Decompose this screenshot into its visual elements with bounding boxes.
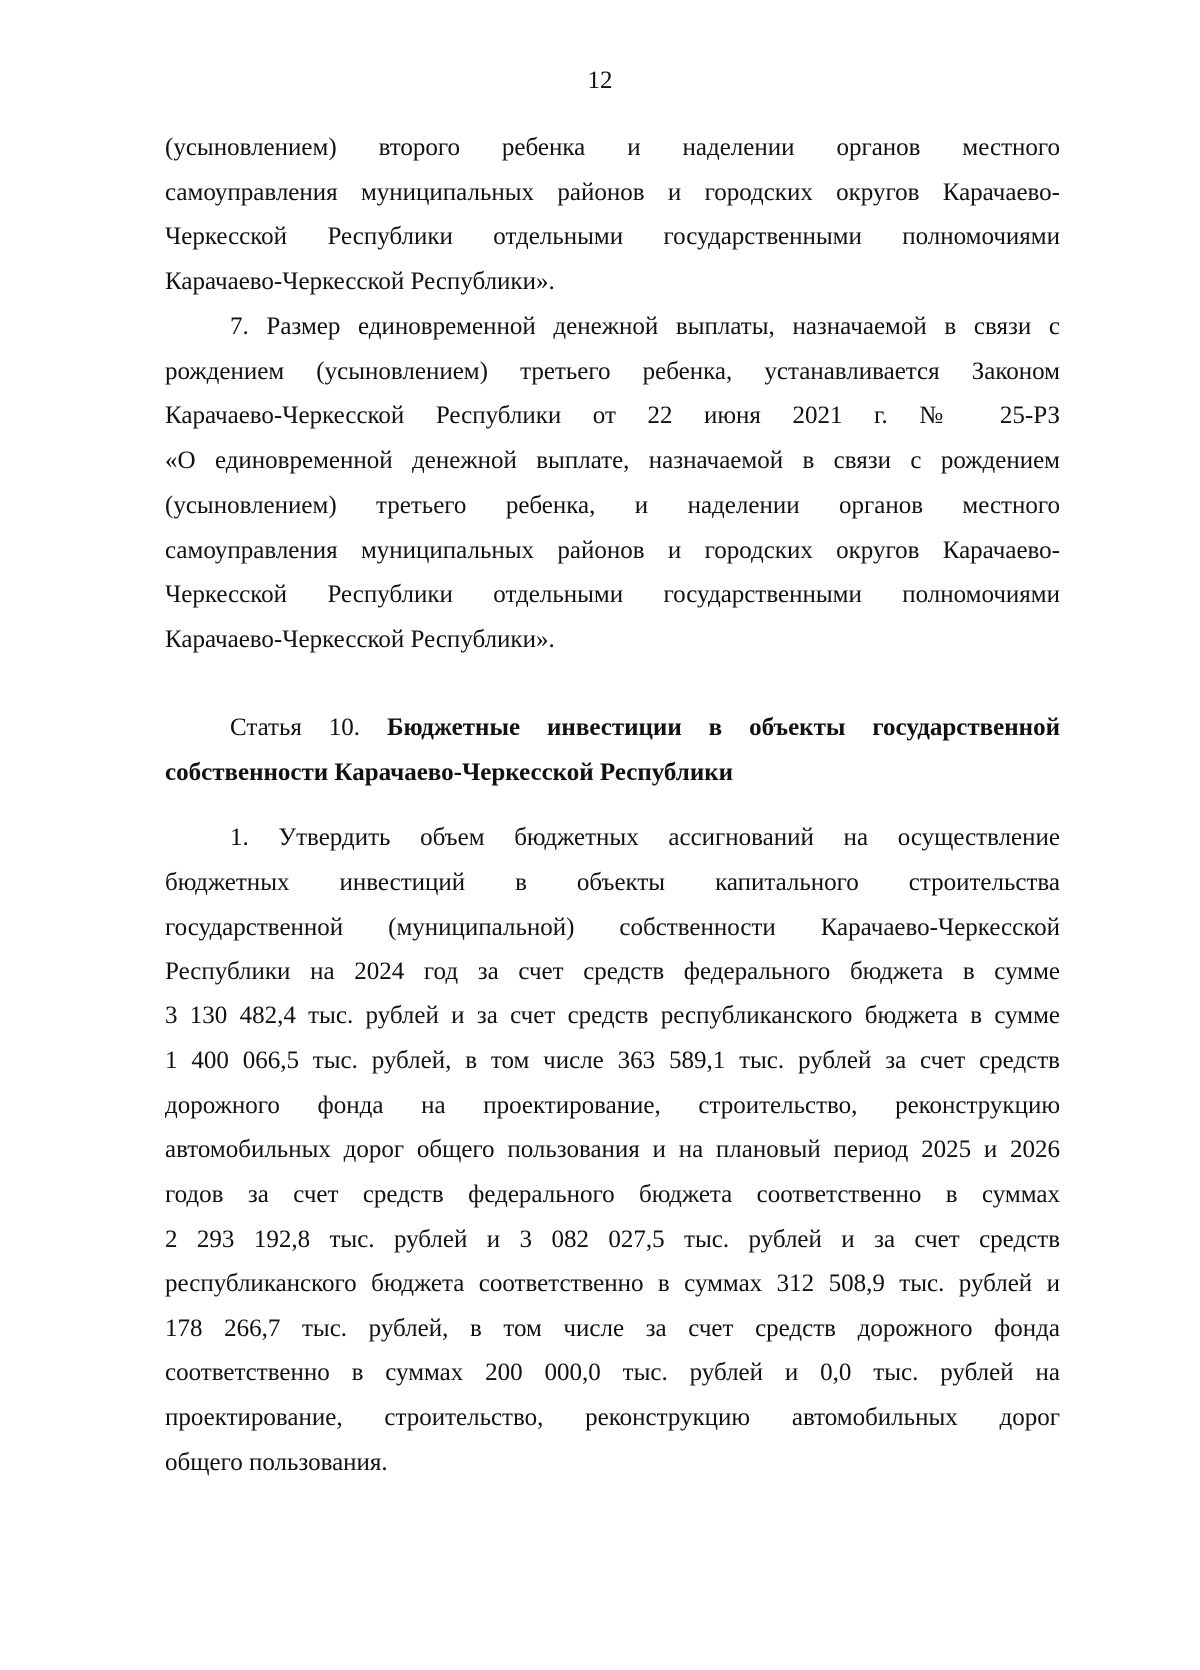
- text-line: Черкесской Республики отдельными государственными полномочиями: [165, 223, 1060, 250]
- text-line: соответственно в суммах 200 000,0 тыс. рублей и 0,0 тыс. рублей на: [165, 1359, 1060, 1386]
- text-line: самоуправления муниципальных районов и городских округов Карачаево-: [165, 537, 1060, 564]
- text-line: годов за счет средств федерального бюджета соответственно в суммах: [165, 1181, 1060, 1208]
- text-line: Республики на 2024 год за счет средств федерального бюджета в сумме: [165, 958, 1060, 985]
- text-line: дорожного фонда на проектирование, строительство, реконструкцию: [165, 1092, 1060, 1119]
- text-line: государственной (муниципальной) собственности Карачаево-Черкесской: [165, 914, 1060, 941]
- text-line: Карачаево-Черкесской Республики».: [165, 268, 555, 295]
- text-line: (усыновлением) второго ребенка и наделении органов местного: [165, 134, 1060, 161]
- text-line: 1 400 066,5 тыс. рублей, в том числе 363 589,1 тыс. рублей за счет средств: [165, 1047, 1060, 1074]
- text-line: 7. Размер единовременной денежной выплаты, назначаемой в связи с: [230, 313, 1060, 340]
- article-title: Бюджетные инвестиции в объекты государственной: [387, 714, 1060, 741]
- text-line: самоуправления муниципальных районов и городских округов Карачаево-: [165, 179, 1060, 206]
- text-line: проектирование, строительство, реконструкцию автомобильных дорог: [165, 1404, 1060, 1431]
- text-line: «О единовременной денежной выплате, назначаемой в связи с рождением: [165, 447, 1060, 474]
- text-line: Карачаево-Черкесской Республики».: [165, 626, 555, 653]
- page-number: 12: [587, 67, 613, 94]
- text-line: (усыновлением) третьего ребенка, и наделении органов местного: [165, 492, 1060, 519]
- text-line: рождением (усыновлением) третьего ребенка, устанавливается Законом: [165, 358, 1060, 385]
- text-line: 2 293 192,8 тыс. рублей и 3 082 027,5 тыс. рублей и за счет средств: [165, 1226, 1060, 1253]
- heading-line: собственности Карачаево-Черкесской Республики: [165, 759, 734, 786]
- text-line: общего пользования.: [165, 1449, 388, 1476]
- text-line: 1. Утвердить объем бюджетных ассигнований на осуществление: [230, 824, 1060, 851]
- article-number: Статья 10.: [230, 714, 361, 741]
- text-line: Черкесской Республики отдельными государственными полномочиями: [165, 581, 1060, 608]
- text-line: бюджетных инвестиций в объекты капитального строительства: [165, 869, 1060, 896]
- text-line: 178 266,7 тыс. рублей, в том числе за счет средств дорожного фонда: [165, 1315, 1060, 1342]
- text-line: 3 130 482,4 тыс. рублей и за счет средств республиканского бюджета в сумме: [165, 1002, 1060, 1029]
- text-line: Карачаево-Черкесской Республики от 22 июня 2021 г. № 25-РЗ: [165, 402, 1060, 429]
- text-line: автомобильных дорог общего пользования и на плановый период 2025 и 2026: [165, 1136, 1060, 1163]
- heading-line: [230, 712, 1060, 744]
- text-line: республиканского бюджета соответственно в суммах 312 508,9 тыс. рублей и: [165, 1270, 1060, 1297]
